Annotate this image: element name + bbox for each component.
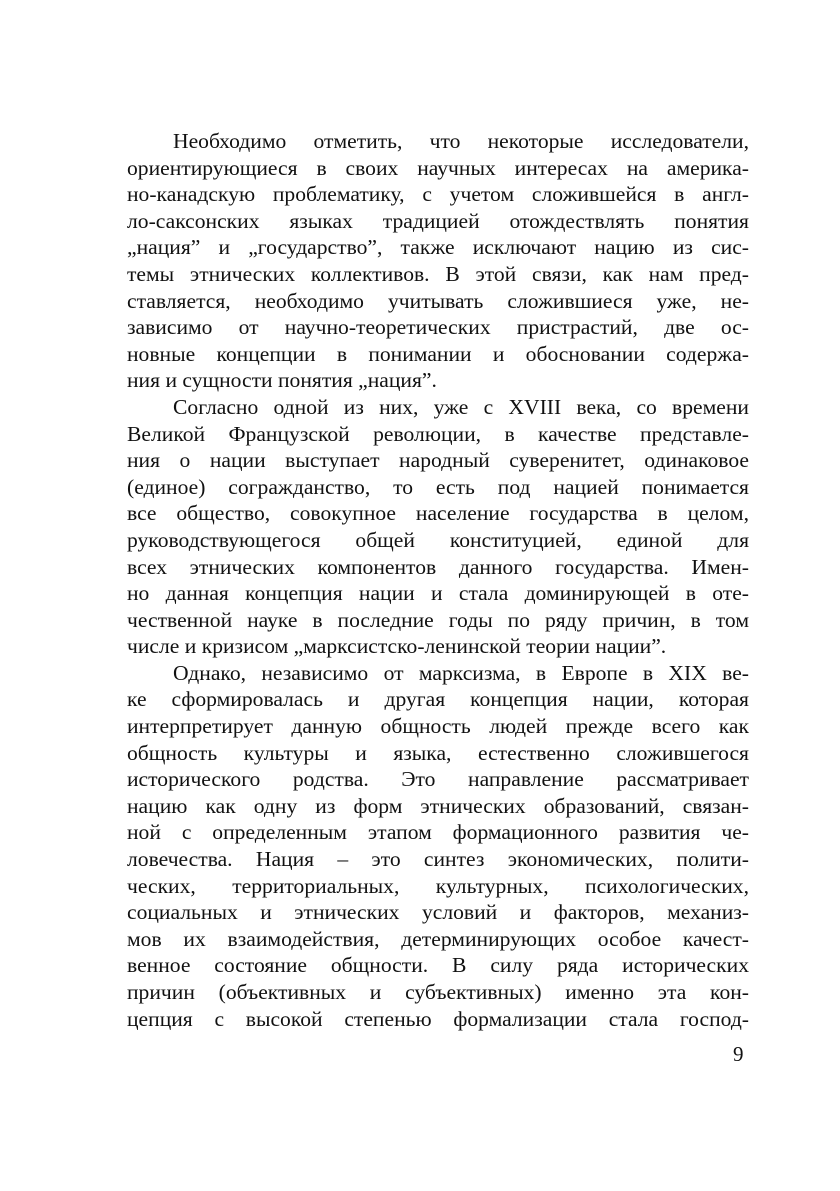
- text-line: чественной науке в последние годы по ряду причин, в том: [127, 607, 749, 632]
- text-line: цепция с высокой степенью формализации стала господ-: [127, 1006, 749, 1031]
- text-line: общность культуры и языка, естественно сложившегося: [127, 740, 749, 765]
- text-line: но данная концепция нации и стала доминирующей в оте-: [127, 581, 749, 606]
- text-line: темы этнических коллективов. В этой связи, как нам пред-: [127, 261, 749, 286]
- text-line: числе и кризисом „марксистско-ленинской теории нации”.: [127, 634, 667, 659]
- text-line: Необходимо отметить, что некоторые исследователи,: [173, 129, 749, 153]
- text-line: мов их взаимодействия, детерминирующих особое качест-: [127, 926, 749, 951]
- text-line: ния о нации выступает народный суверенитет, одинаковое: [127, 448, 749, 473]
- text-line: Великой Французской революции, в качестве представле-: [127, 421, 749, 446]
- text-line: ной с определенным этапом формационного развития че-: [127, 820, 749, 845]
- text-line: интерпретирует данную общность людей прежде всего как: [127, 714, 749, 739]
- text-line: руководствующегося общей конституцией, единой для: [127, 527, 749, 552]
- text-line: Согласно одной из них, уже с XVIII века, со времени: [173, 394, 749, 419]
- text-line: ке сформировалась и другая концепция нации, которая: [127, 687, 749, 712]
- text-line: всех этнических компонентов данного государства. Имен-: [127, 554, 749, 579]
- text-line: зависимо от научно-теоретических пристрастий, две ос-: [127, 315, 749, 340]
- text-line: „нация” и „государство”, также исключают нацию из сис-: [127, 235, 749, 260]
- text-line: причин (объективных и субъективных) именно эта кон-: [127, 980, 749, 1004]
- text-line: новные концепции в понимании и обосновании содержа-: [127, 341, 749, 366]
- text-line: ставляется, необходимо учитывать сложившиеся уже, не-: [127, 288, 749, 313]
- text-line: социальных и этнических условий и факторов, механиз-: [127, 900, 749, 925]
- text-line: нацию как одну из форм этнических образований, связан-: [127, 793, 749, 818]
- text-line: но-канадскую проблематику, с учетом сложившейся в англ-: [127, 182, 749, 207]
- body-text: [127, 128, 749, 1032]
- page-number: 9: [733, 1042, 744, 1066]
- text-line: венное состояние общности. В силу ряда исторических: [127, 953, 749, 978]
- text-line: исторического родства. Это направление рассматривает: [127, 767, 749, 792]
- text-line: ния и сущности понятия „нация”.: [127, 368, 437, 393]
- text-line: ловечества. Нация – это синтез экономических, полити-: [127, 847, 749, 872]
- text-line: (единое) согражданство, то есть под нацией понимается: [127, 474, 749, 499]
- text-line: все общество, совокупное население государства в целом,: [127, 501, 749, 526]
- text-line: ориентирующиеся в своих научных интересах на америка-: [127, 155, 749, 180]
- text-line: ло-саксонских языках традицией отождествлять понятия: [127, 208, 749, 233]
- text-line: Однако, независимо от марксизма, в Европе в XIX ве-: [173, 660, 749, 685]
- text-line: ческих, территориальных, культурных, психологических,: [127, 873, 749, 898]
